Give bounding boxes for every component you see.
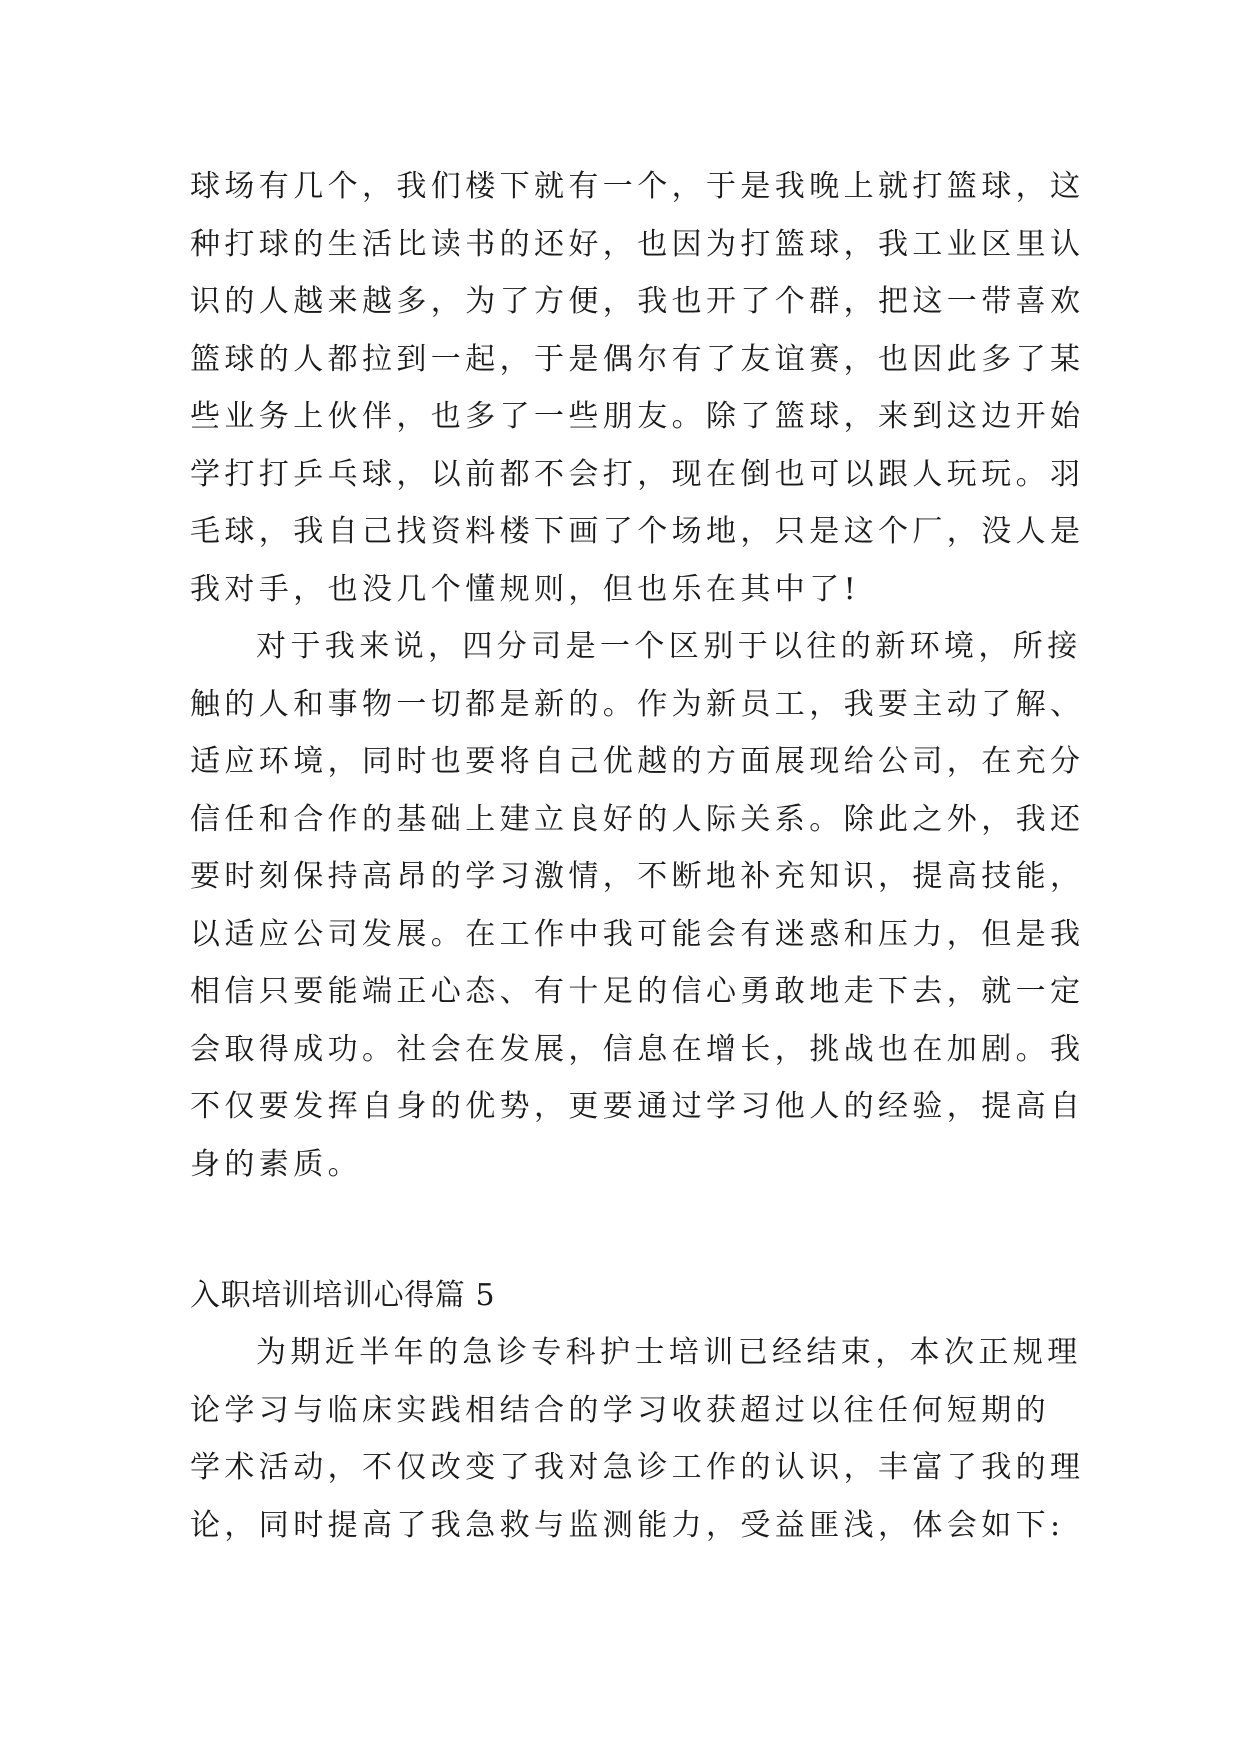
paragraph-basketball xyxy=(190,158,1085,618)
text-line: 学打打乒乓球，以前都不会打，现在倒也可以跟人玩玩。羽 xyxy=(190,456,1085,492)
text-line: 会取得成功。社会在发展，信息在增长，挑战也在加剧。我 xyxy=(190,1031,1085,1067)
text-line: 不仅要发挥自身的优势，更要通过学习他人的经验，提高自 xyxy=(190,1089,1085,1124)
text-line: 相信只要能端正心态、有十足的信心勇敢地走下去，就一定 xyxy=(190,974,1085,1009)
text-line: 论，同时提高了我急救与监测能力，受益匪浅，体会如下: xyxy=(190,1507,1065,1543)
paragraph-nurse-training xyxy=(190,1324,1085,1554)
section-heading-text: 入职培训培训心得篇 5 xyxy=(190,1278,496,1313)
text-line: 些业务上伙伴，也多了一些朋友。除了篮球，来到这边开始 xyxy=(190,399,1085,434)
text-line: 为期近半年的急诊专科护士培训已经结束，本次正规理 xyxy=(256,1335,1082,1370)
text-line: 篮球的人都拉到一起，于是偶尔有了友谊赛，也因此多了某 xyxy=(190,341,1085,377)
text-line: 对于我来说，四分司是一个区别于以往的新环境，所接 xyxy=(256,629,1082,664)
text-line: 信任和合作的基础上建立良好的人际关系。除此之外，我还 xyxy=(190,801,1085,837)
text-line: 触的人和事物一切都是新的。作为新员工，我要主动了解、 xyxy=(190,686,1085,722)
text-line: 球场有几个，我们楼下就有一个，于是我晚上就打篮球，这 xyxy=(190,169,1085,204)
text-line: 身的素质。 xyxy=(190,1146,362,1182)
text-line: 要时刻保持高昂的学习激情，不断地补充知识，提高技能， xyxy=(190,859,1085,894)
text-line: 识的人越来越多，为了方便，我也开了个群，把这一带喜欢 xyxy=(190,284,1085,319)
text-line: 适应环境，同时也要将自己优越的方面展现给公司，在充分 xyxy=(190,744,1085,779)
text-line: 论学习与临床实践相结合的学习收获超过以往任何短期的 xyxy=(190,1392,1050,1428)
text-line: 种打球的生活比读书的还好，也因为打篮球，我工业区里认 xyxy=(190,226,1085,262)
text-line: 我对手，也没几个懂规则，但也乐在其中了! xyxy=(190,571,861,607)
section-heading xyxy=(190,1267,1070,1325)
text-line: 学术活动，不仅改变了我对急诊工作的认识，丰富了我的理 xyxy=(190,1450,1085,1485)
paragraph-new-environment xyxy=(190,618,1085,1193)
text-line: 以适应公司发展。在工作中我可能会有迷惑和压力，但是我 xyxy=(190,916,1085,952)
text-line: 毛球，我自己找资料楼下画了个场地，只是这个厂，没人是 xyxy=(190,514,1085,549)
